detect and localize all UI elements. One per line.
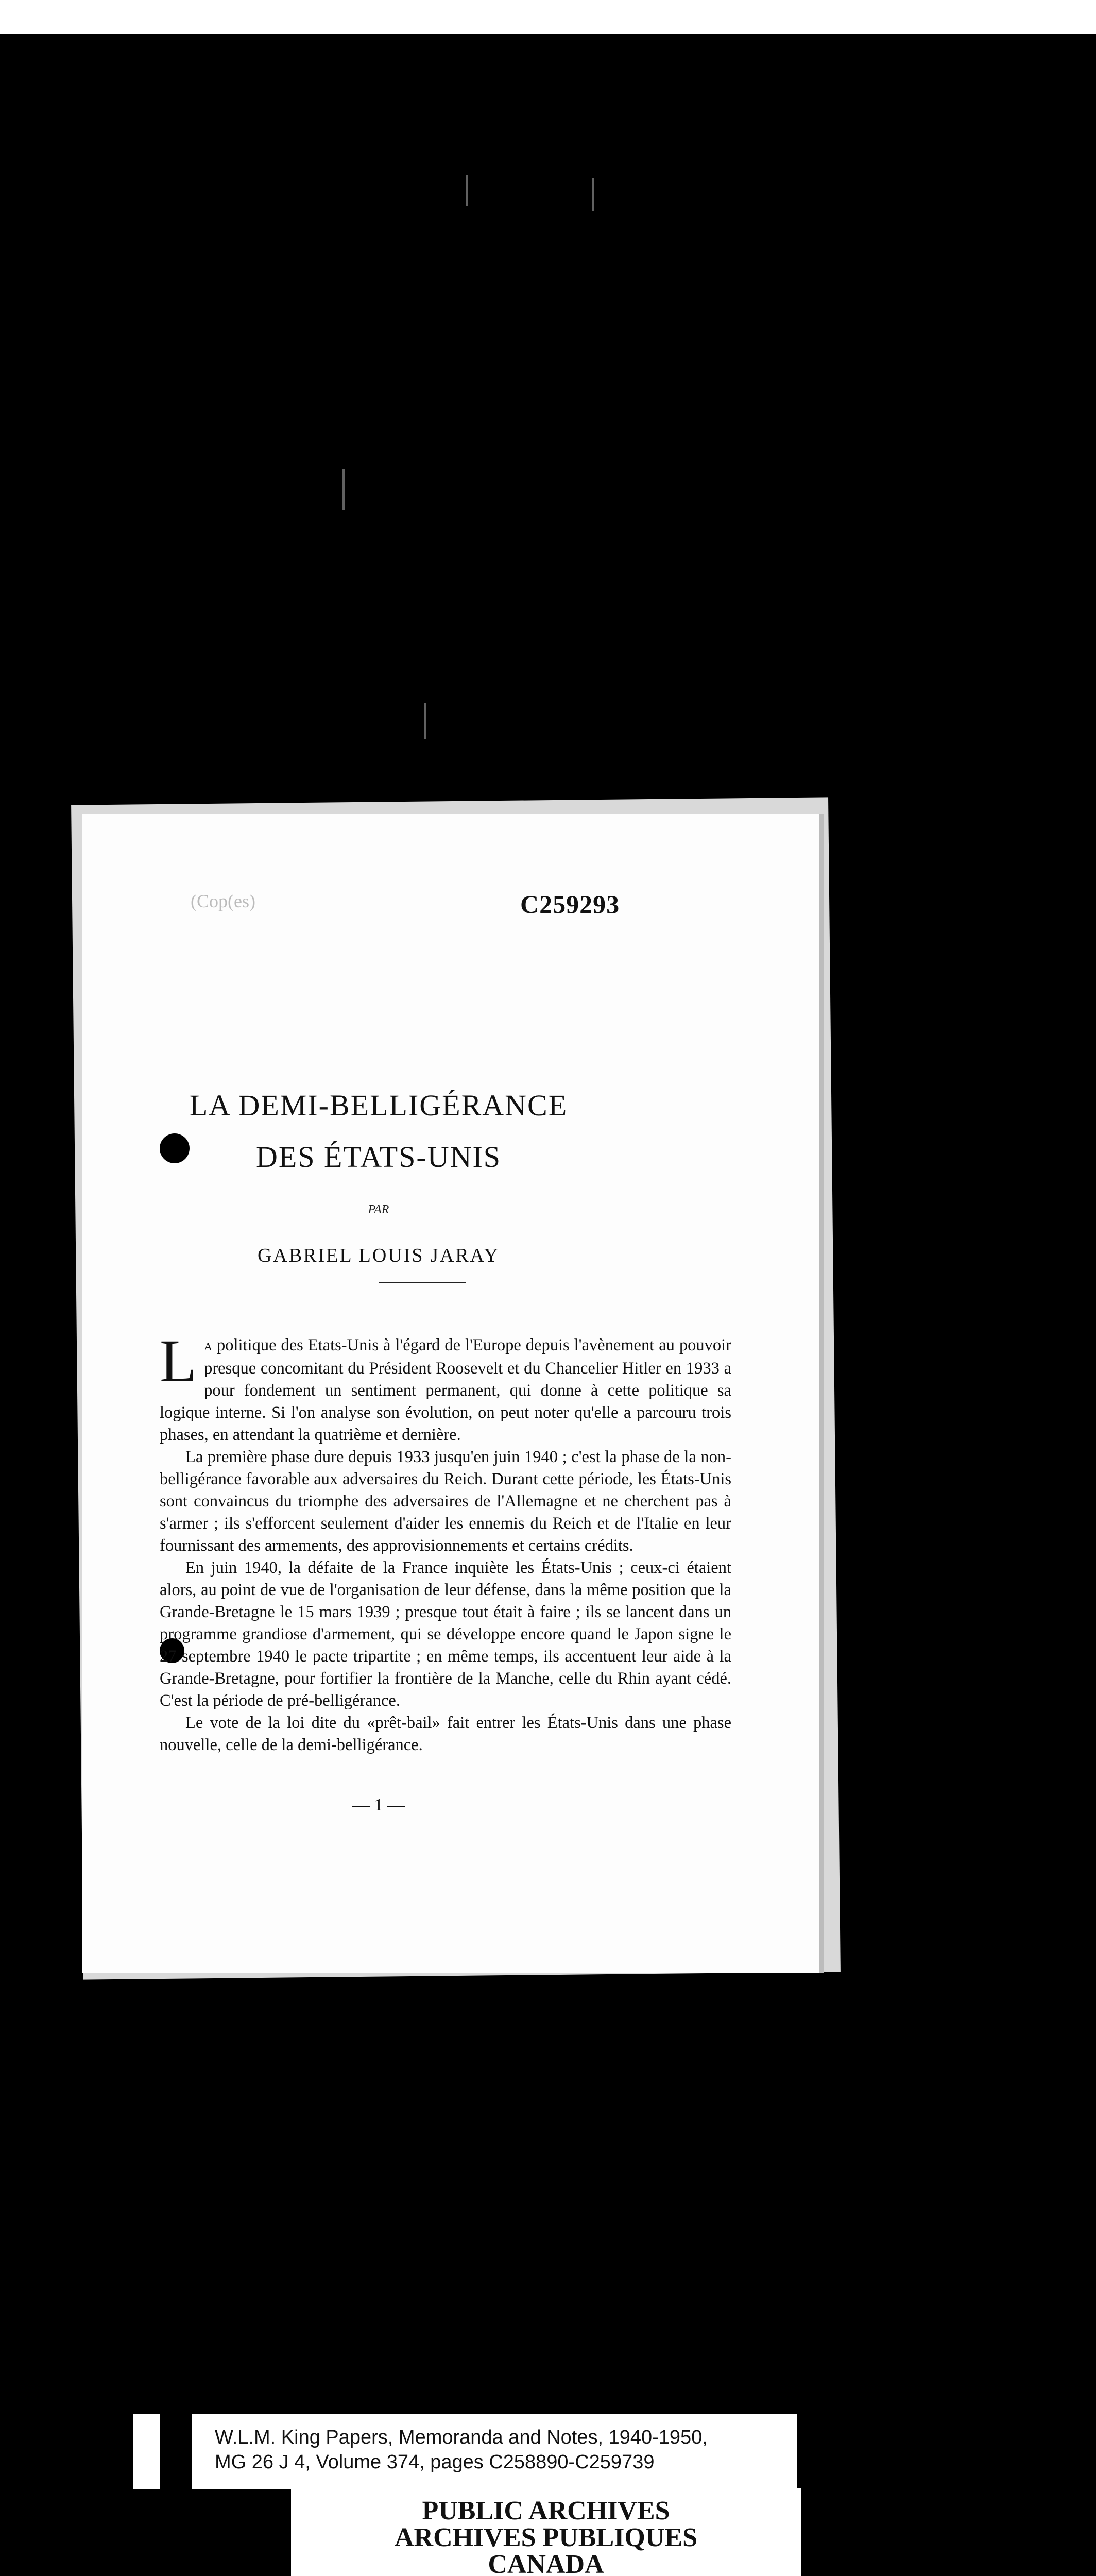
- article-title-line2: DES ÉTATS-UNIS: [255, 1140, 502, 1174]
- page-number: — 1 —: [352, 1795, 405, 1815]
- article-title-line1: LA DEMI-BELLIGÉRANCE: [189, 1089, 568, 1122]
- document-id-stamp: C259293: [520, 890, 620, 919]
- film-scratch: [466, 175, 468, 206]
- archives-line3: CANADA: [488, 2550, 604, 2576]
- title-rule: [379, 1282, 466, 1283]
- archives-line1: PUBLIC ARCHIVES: [422, 2496, 670, 2526]
- paragraph-text: politique des Etats-Unis à l'égard de l'Europe depuis l'avènement au pouvoir presque concomitant du Président Roosevelt et du Chancelier Hitler en 1933 a pour fondement un sentiment permanent, qui donne à cette politique sa logique interne. Si l'on analyse son évolution, on peut noter qu'elle a parcouru trois phases, en attendant la quatrième et dernière.: [160, 1336, 731, 1444]
- archives-line2: ARCHIVES PUBLIQUES: [394, 2523, 698, 2552]
- article-body: [160, 1327, 731, 1756]
- paragraph: Le vote de la loi dite du «prêt-bail» fait entrer les États-Unis dans une phase nouvelle, celle de la demi-belligérance.: [160, 1714, 731, 1754]
- top-border: [0, 0, 1096, 34]
- archive-citation-label: [192, 2414, 797, 2489]
- archives-stamp: [291, 2488, 801, 2576]
- byline-par: PAR: [368, 1203, 389, 1216]
- small-cap-letter: A: [204, 1340, 212, 1353]
- film-scratch: [342, 469, 345, 510]
- drop-cap: L: [160, 1327, 197, 1395]
- citation-line2: MG 26 J 4, Volume 374, pages C258890-C259739: [215, 2451, 655, 2473]
- document-page: [82, 814, 824, 1973]
- paragraph: La première phase dure depuis 1933 jusqu'en juin 1940 ; c'est la phase de la non-belligérance favorable aux adversaires du Reich. Durant cette période, les États-Unis sont convaincus du triomphe des adversaires de l'Allemagne et ne cherchent pas à s'armer ; ils s'efforcent seulement d'aider les ennemis du Reich et de l'Italie en leur fournissant des armements, des approvisionnements et certains crédits.: [160, 1448, 731, 1555]
- film-scratch: [424, 703, 426, 739]
- film-scratch: [592, 178, 594, 211]
- label-tab: [133, 2414, 160, 2489]
- citation-line1: W.L.M. King Papers, Memoranda and Notes, 1940-1950,: [215, 2427, 708, 2448]
- paragraph: [160, 1327, 731, 1446]
- faint-handwritten-note: (Cop(es): [191, 891, 255, 911]
- paragraph: En juin 1940, la défaite de la France inquiète les États-Unis ; ceux-ci étaient alors, au point de vue de l'organisation de leur défense, dans la même position que la Grande-Bretagne le 15 mars 1939 ; presque tout était à faire ; ils se lancent dans un programme grandiose d'armement, qui se développe encore quand le Japon signe le 27 septembre 1940 le pacte tripartite ; en même temps, ils accentuent leur aide à la Grande-Bretagne, pour fortifier la frontière de la Manche, celle du Rhin ayant cédé. C'est la période de pré-belligérance.: [160, 1558, 731, 1710]
- author-name: GABRIEL LOUIS JARAY: [257, 1245, 500, 1266]
